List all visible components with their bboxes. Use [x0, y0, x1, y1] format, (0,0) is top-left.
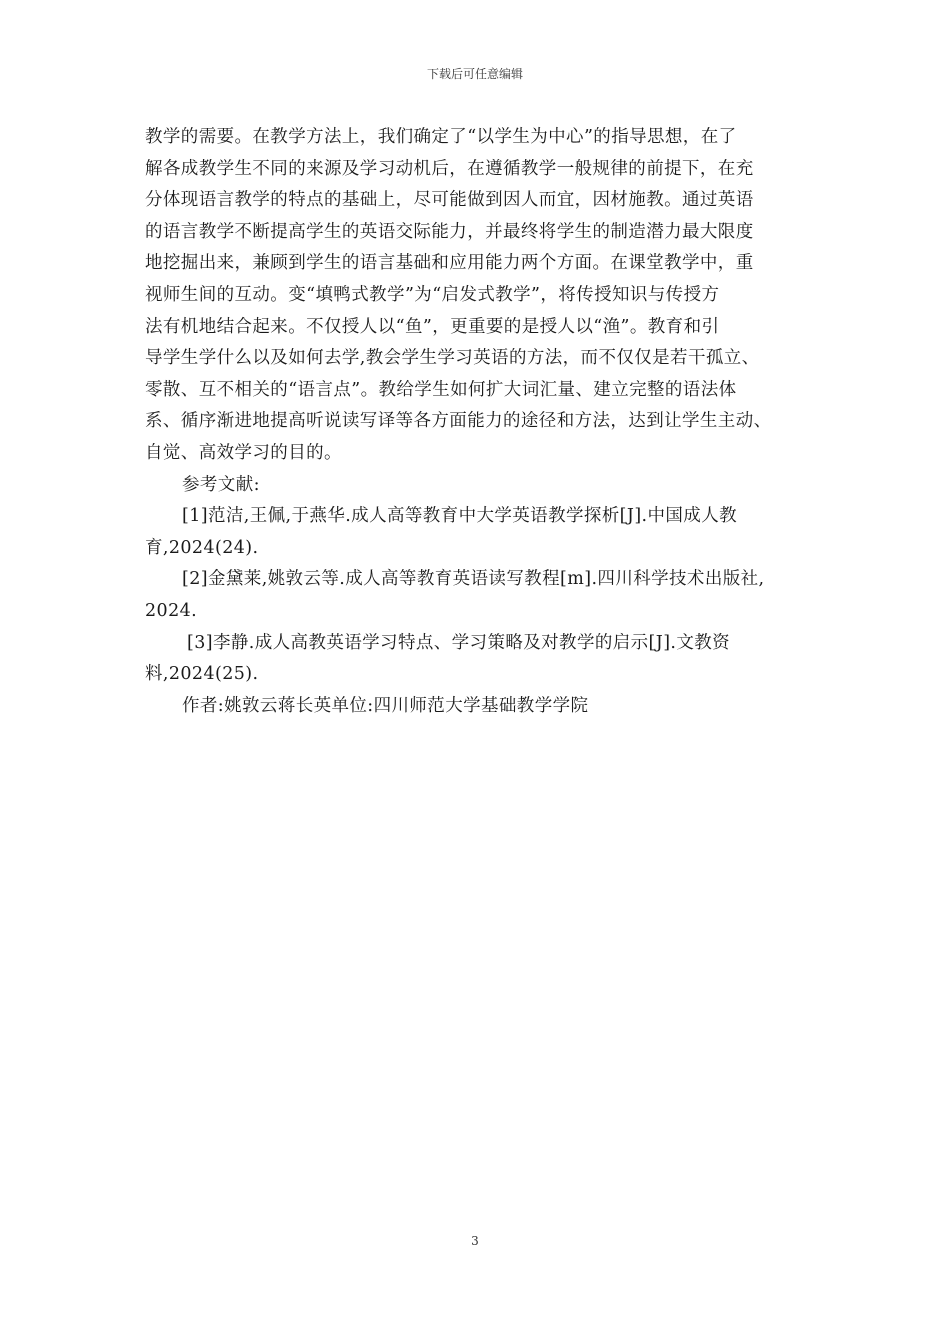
body-line: 教学的需要。在教学方法上，我们确定了“以学生为中心”的指导思想，在了	[145, 127, 737, 147]
body-line: 地挖掘出来，兼顾到学生的语言基础和应用能力两个方面。在课堂教学中，重	[145, 253, 754, 274]
body-line: 视师生间的互动。变“填鸭式教学”为“启发式教学”，将传授知识与传授方	[145, 284, 720, 305]
reference-2-line-2: 2024.	[145, 600, 198, 621]
body-line: 解各成教学生不同的来源及学习动机后，在遵循教学一般规律的前提下，在充	[145, 158, 754, 179]
author-line: 作者:姚敦云蒋长英单位:四川师范大学基础教学学院	[182, 695, 589, 716]
document-body	[145, 122, 810, 722]
page-header: 下载后可任意编辑	[426, 67, 523, 81]
body-line: 系、循序渐进地提高听说读写译等各方面能力的途径和方法，达到让学生主动、	[145, 411, 772, 432]
body-line: 法有机地结合起来。不仅授人以“鱼”，更重要的是授人以“渔”。教育和引	[145, 316, 720, 337]
body-line: 导学生学什么以及如何去学,教会学生学习英语的方法，而不仅仅是若干孤立、	[145, 348, 760, 369]
reference-3-line-2: 料,2024(25).	[145, 664, 259, 685]
reference-1-line-1: [1]范洁,王佩,于燕华.成人高等教育中大学英语教学探析[J].中国成人教	[182, 506, 738, 527]
page-number: 3	[471, 1234, 479, 1248]
reference-3-line-1: [3]李静.成人高教英语学习特点、学习策略及对教学的启示[J].文教资	[187, 632, 731, 653]
reference-2-line-1: [2]金黛莱,姚敦云等.成人高等教育英语读写教程[m].四川科学技术出版社,	[182, 569, 765, 590]
body-line: 的语言教学不断提高学生的英语交际能力，并最终将学生的制造潜力最大限度	[145, 221, 754, 242]
body-line: 分体现语言教学的特点的基础上，尽可能做到因人而宜，因材施教。通过英语	[145, 190, 754, 211]
references-heading: 参考文献:	[182, 474, 260, 495]
body-line: 零散、互不相关的“语言点”。教给学生如何扩大词汇量、建立完整的语法体	[145, 379, 737, 400]
reference-1-line-2: 育,2024(24).	[145, 537, 259, 558]
body-line: 自觉、高效学习的目的。	[145, 442, 342, 463]
